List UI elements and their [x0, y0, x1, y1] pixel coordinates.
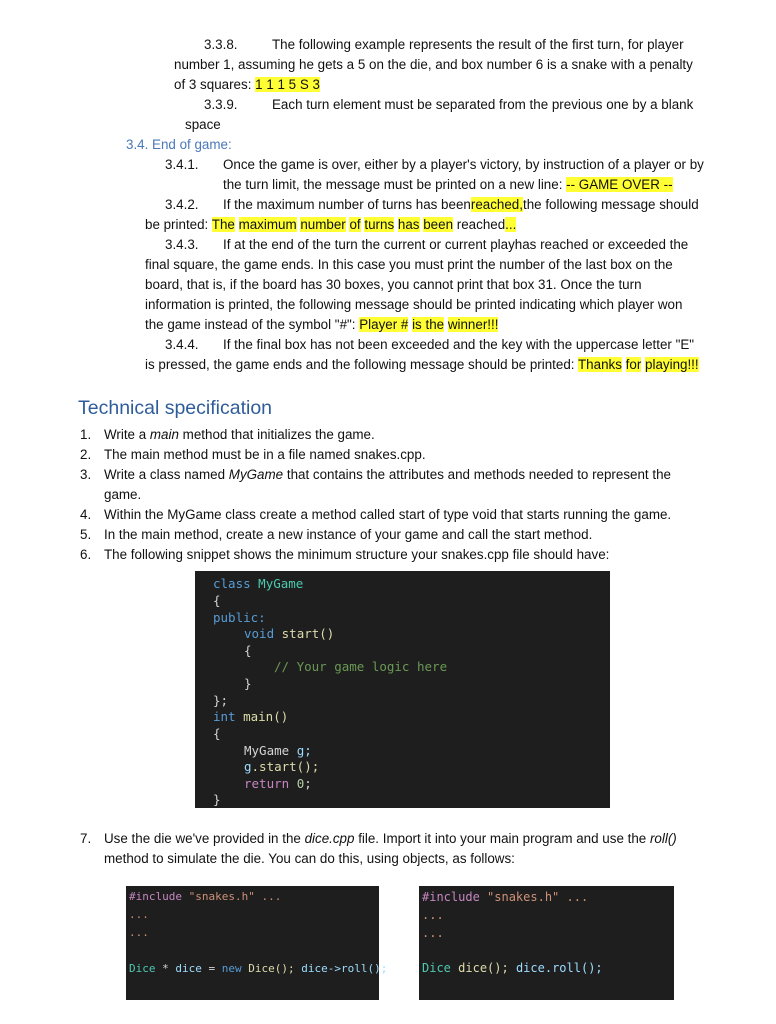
code-line: }: [213, 792, 221, 807]
code-comment: // Your game logic here: [274, 659, 448, 674]
highlighted-word: playing!!!: [645, 357, 699, 372]
code-line: [422, 888, 588, 906]
paragraph-text: If at the end of the turn the current or current playhas reached or exceeded the: [223, 237, 689, 252]
highlighted-word: Thanks: [578, 357, 622, 372]
highlighted-word: turns: [364, 217, 395, 232]
code-token: new: [221, 962, 242, 975]
code-line: [422, 959, 603, 977]
text: file. Import it into your main program and use the: [358, 831, 647, 846]
highlighted-word: winner!!!: [447, 317, 499, 332]
paragraph-text: [223, 176, 673, 194]
list-item: [104, 830, 677, 848]
paragraph-text: [223, 196, 699, 214]
code-token: int: [213, 709, 236, 724]
code-snippet: [419, 886, 674, 1000]
text: MyGame: [228, 467, 284, 482]
text: the game instead of the symbol "#":: [145, 317, 356, 332]
list-item: [104, 466, 671, 484]
code-token: class: [213, 576, 251, 591]
highlighted-word: is the: [412, 317, 445, 332]
code-line: [129, 960, 387, 978]
code-token: g;: [296, 743, 312, 758]
paragraph-text: If the final box has not been exceeded and the key with the uppercase letter "E": [223, 337, 695, 352]
code-line: ...: [422, 908, 444, 922]
code-snippet: [195, 571, 610, 808]
list-item: method to simulate the die. You can do this, using objects, as follows:: [104, 851, 515, 866]
code-token: Dice();: [248, 962, 295, 975]
code-snippet: [126, 886, 388, 1000]
list-number: 6.: [80, 547, 92, 562]
list-number: 1.: [80, 427, 92, 442]
highlighted-message: -- GAME OVER --: [566, 177, 673, 192]
code-line: [129, 888, 281, 906]
highlighted-word: of: [349, 217, 361, 232]
code-line: {: [213, 726, 221, 741]
list-number: 4.: [80, 507, 92, 522]
code-token: .start();: [251, 759, 320, 774]
paragraph-text: [145, 316, 498, 334]
code-line: [213, 575, 303, 593]
code-line: {: [244, 643, 252, 658]
code-token: start(): [281, 626, 335, 641]
section-heading: Technical specification: [78, 397, 273, 419]
code-token: dice.roll();: [515, 961, 603, 975]
code-line: };: [213, 693, 229, 708]
paragraph-text: Once the game is over, either by a player's victory, by instruction of a player or by: [223, 157, 704, 172]
code-line: [244, 625, 334, 643]
text: roll(): [649, 831, 677, 846]
code-token: Dice: [422, 961, 451, 975]
code-line: public:: [213, 610, 266, 625]
list-item: The main method must be in a file named snakes.cpp.: [104, 447, 426, 462]
code-token: return: [244, 776, 290, 791]
list-number: 3.: [80, 467, 92, 482]
list-number: 7.: [80, 831, 92, 846]
code-token: main(): [243, 709, 289, 724]
paragraph-text: board, that is, if the board has 30 boxes, you cannot print that box 31. Once the turn: [145, 277, 642, 292]
code-token: #include: [129, 890, 182, 903]
list-item: In the main method, create a new instance of your game and call the start method.: [104, 527, 593, 542]
highlighted-word: Player #: [359, 317, 409, 332]
paragraph-text: information is printed, the following message should be printed indicating which player won: [145, 297, 683, 312]
code-token: dice: [175, 962, 202, 975]
highlighted-word: maximum: [238, 217, 297, 232]
code-token: ...: [566, 890, 589, 904]
code-line: ...: [129, 908, 149, 921]
text: Write a: [104, 427, 147, 442]
text: be printed:: [145, 217, 209, 232]
paragraph-text: space: [185, 117, 221, 132]
code-line: [244, 758, 319, 776]
highlighted-word: number: [300, 217, 346, 232]
section-number: 3.4.4.: [165, 337, 199, 352]
paragraph-text: final square, the game ends. In this case you must print the number of the last box on the: [145, 257, 673, 272]
list-number: 2.: [80, 447, 92, 462]
code-line: ...: [422, 926, 444, 940]
highlighted-word: ...: [505, 217, 517, 232]
code-token: void: [244, 626, 275, 641]
code-token: MyGame: [258, 576, 304, 591]
text: If the maximum number of turns has been: [223, 197, 471, 212]
code-token: dice();: [458, 961, 509, 975]
section-number: 3.4.1.: [165, 157, 199, 172]
paragraph-text: number 1, assuming he gets a 5 on the die, and box number 6 is a snake with a penalty: [174, 57, 693, 72]
code-token: g: [244, 759, 252, 774]
code-line: }: [244, 676, 252, 691]
text: dice.cpp: [304, 831, 355, 846]
highlighted-word: reached,: [470, 197, 523, 212]
code-token: =: [208, 962, 216, 975]
text: method that initializes the game.: [182, 427, 375, 442]
list-number: 5.: [80, 527, 92, 542]
text: Use the die we've provided in the: [104, 831, 301, 846]
code-token: MyGame: [244, 743, 290, 758]
section-number: 3.4.2.: [165, 197, 199, 212]
text: that contains the attributes and methods needed to represent the: [286, 467, 671, 482]
text: of 3 squares:: [174, 77, 252, 92]
code-line: ...: [129, 926, 149, 939]
highlighted-word: for: [625, 357, 642, 372]
code-token: ...: [261, 890, 282, 903]
section-number: 3.3.9.: [204, 97, 238, 112]
code-token: 0: [296, 776, 305, 791]
code-line: [213, 708, 288, 726]
subsection-heading: 3.4. End of game:: [126, 137, 232, 152]
highlighted-word: has: [397, 217, 420, 232]
code-token: "snakes.h": [487, 890, 560, 904]
text: the following message should: [522, 197, 699, 212]
text: the turn limit, the message must be printed on a new line:: [223, 177, 563, 192]
paragraph-text: [145, 356, 699, 374]
paragraph-text: Each turn element must be separated from the previous one by a blank: [272, 97, 694, 112]
highlighted-word: The: [211, 217, 235, 232]
code-line: {: [213, 593, 221, 608]
code-line: [244, 775, 312, 793]
list-item: Within the MyGame class create a method called start of type void that starts running the game.: [104, 507, 672, 522]
code-token: "snakes.h": [188, 890, 255, 903]
list-item: [104, 426, 375, 444]
text: main: [149, 427, 179, 442]
list-item: The following snippet shows the minimum structure your snakes.cpp file should have:: [104, 547, 610, 562]
list-item: game.: [104, 487, 142, 502]
code-token: dice->roll();: [301, 962, 388, 975]
code-token: *: [162, 962, 169, 975]
code-token: #include: [422, 890, 480, 904]
paragraph-text: [174, 76, 320, 94]
code-token: Dice: [129, 962, 156, 975]
section-number: 3.3.8.: [204, 37, 238, 52]
highlighted-word: been: [423, 217, 454, 232]
text: Write a class named: [104, 467, 226, 482]
section-number: 3.4.3.: [165, 237, 199, 252]
highlighted-example: 1 1 1 5 S 3: [255, 77, 320, 92]
text: reached: [456, 217, 506, 232]
text: is pressed, the game ends and the following message should be printed:: [145, 357, 575, 372]
code-token: ;: [304, 776, 312, 791]
paragraph-text: [145, 216, 516, 234]
paragraph-text: The following example represents the result of the first turn, for player: [272, 37, 684, 52]
